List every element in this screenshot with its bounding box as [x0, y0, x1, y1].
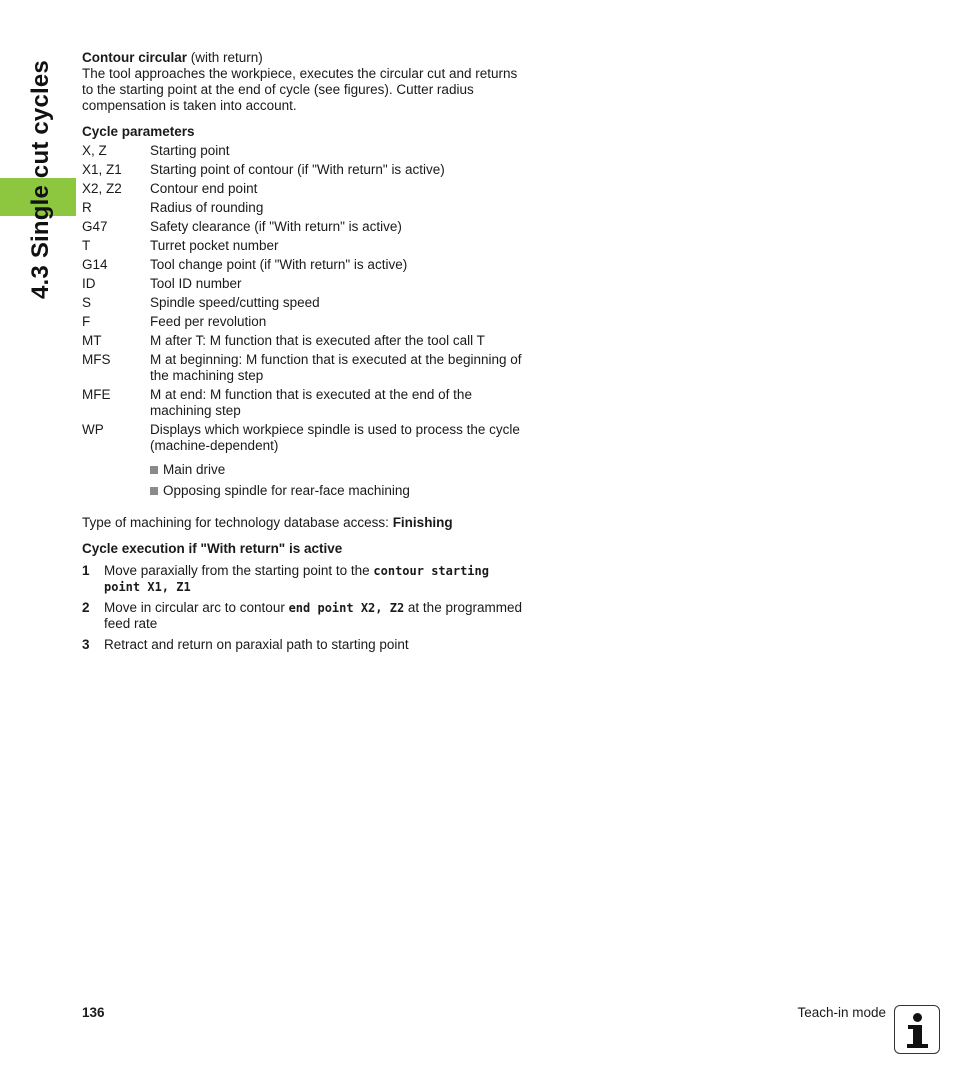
cycle-parameters-heading: Cycle parameters [82, 124, 195, 139]
step-text-before: Move in circular arc to contour [104, 600, 289, 615]
parameter-description: Tool change point (if "With return" is active) [150, 257, 408, 272]
parameter-row [82, 219, 522, 235]
wp-option [150, 462, 522, 478]
execution-step [82, 600, 522, 632]
parameter-row [82, 200, 522, 216]
parameter-description: Safety clearance (if "With return" is active) [150, 219, 402, 234]
step-text [104, 600, 522, 632]
footer-chapter: Teach-in mode [797, 1005, 886, 1020]
step-text-before: Retract and return on paraxial path to starting point [104, 637, 409, 652]
wp-option-list [150, 462, 522, 499]
step-code: contour starting point X1, Z1 [104, 564, 489, 594]
step-text-after: at the programmed feed rate [104, 600, 522, 631]
parameter-description: Displays which workpiece spindle is used to process the cycle (machine-dependent) [150, 422, 520, 453]
execution-heading: Cycle execution if "With return" is active [82, 541, 343, 556]
parameter-description: Radius of rounding [150, 200, 264, 215]
step-number: 2 [82, 600, 90, 615]
wp-option [150, 483, 522, 499]
parameter-key: ID [82, 276, 96, 291]
parameter-description: M at beginning: M function that is executed at the beginning of the machining step [150, 352, 522, 383]
parameter-key: WP [82, 422, 104, 437]
parameter-row [82, 352, 522, 384]
parameter-key: F [82, 314, 91, 329]
parameter-description: Contour end point [150, 181, 258, 196]
parameter-row [82, 257, 522, 273]
parameter-key: G47 [82, 219, 108, 234]
parameter-row [82, 276, 522, 292]
execution-step [82, 637, 522, 653]
wp-option-label: Opposing spindle for rear-face machining [163, 483, 410, 498]
parameter-key: G14 [82, 257, 108, 272]
step-number: 1 [82, 563, 90, 578]
intro-title: Contour circular [82, 50, 188, 65]
parameter-key: X2, Z2 [82, 181, 122, 196]
step-text [104, 637, 522, 653]
page-number: 136 [82, 1005, 105, 1020]
square-bullet-icon [150, 487, 158, 495]
parameter-row [82, 143, 522, 159]
step-text-before: Move paraxially from the starting point to the [104, 563, 374, 578]
parameter-key: MFE [82, 387, 111, 402]
parameter-description: Turret pocket number [150, 238, 279, 253]
parameter-description: M after T: M function that is executed after the tool call T [150, 333, 485, 348]
parameter-row [82, 295, 522, 311]
intro-title-suffix: (with return) [187, 50, 263, 65]
chapter-title: 4.3 Single cut cycles [27, 60, 54, 299]
step-code: end point X2, Z2 [288, 601, 405, 615]
parameter-description: Spindle speed/cutting speed [150, 295, 320, 310]
parameter-description: M at end: M function that is executed at the end of the machining step [150, 387, 472, 418]
intro-text: The tool approaches the workpiece, executes the circular cut and returns to the starting point at the end of cycle (see figures). Cutter radius compensation is taken into account. [82, 66, 518, 113]
wp-option-label: Main drive [163, 462, 226, 477]
parameter-description: Starting point of contour (if "With return" is active) [150, 162, 445, 177]
step-text [104, 563, 522, 595]
machining-type-label: Type of machining for technology database access: [82, 515, 393, 530]
parameter-key: X1, Z1 [82, 162, 122, 177]
machining-type-value: Finishing [392, 515, 453, 530]
execution-steps [82, 563, 522, 653]
parameter-key: MT [82, 333, 102, 348]
parameter-key: MFS [82, 352, 111, 367]
parameter-description: Feed per revolution [150, 314, 267, 329]
main-content [82, 50, 522, 658]
parameter-description: Starting point [150, 143, 230, 158]
parameter-row [82, 314, 522, 330]
square-bullet-icon [150, 466, 158, 474]
parameter-row [82, 238, 522, 254]
parameter-key: T [82, 238, 91, 253]
step-number: 3 [82, 637, 90, 652]
parameter-row [82, 387, 522, 419]
parameter-row [82, 181, 522, 197]
parameter-list [82, 143, 522, 454]
parameter-key: X, Z [82, 143, 107, 158]
parameter-description: Tool ID number [150, 276, 242, 291]
parameter-key: R [82, 200, 92, 215]
parameter-row [82, 422, 522, 454]
intro-heading [82, 50, 522, 66]
machining-type [82, 515, 522, 531]
execution-step [82, 563, 522, 595]
parameter-row [82, 162, 522, 178]
parameter-key: S [82, 295, 92, 310]
info-icon [894, 1005, 940, 1054]
parameter-row [82, 333, 522, 349]
